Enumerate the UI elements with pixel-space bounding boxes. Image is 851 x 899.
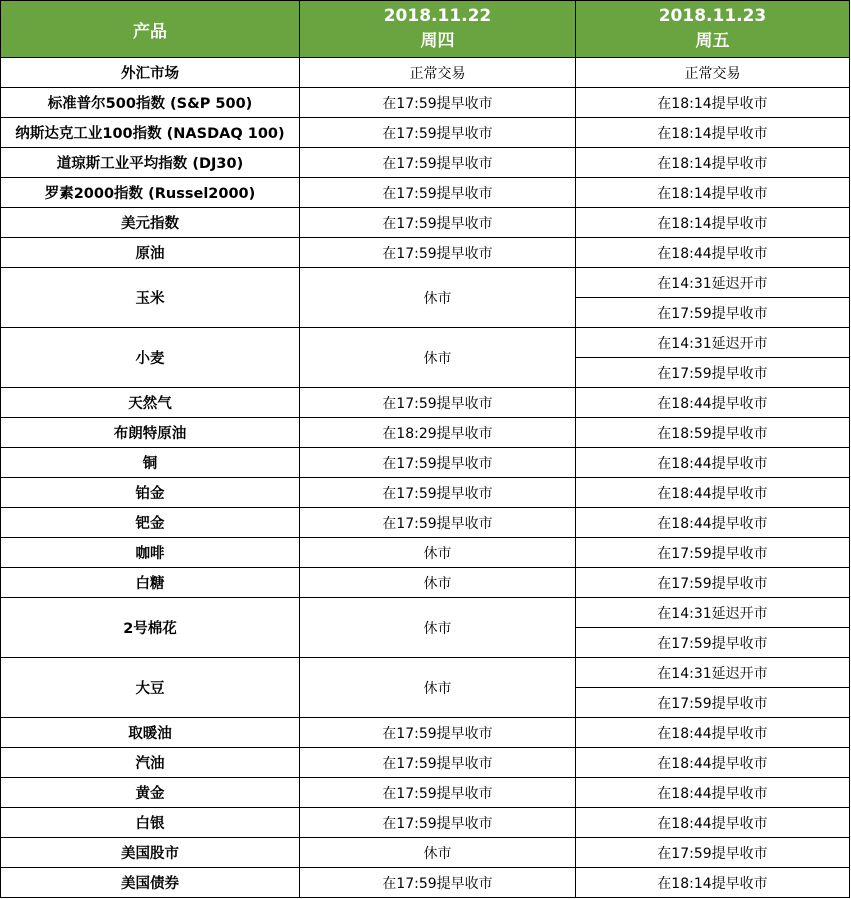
day1-cell: 休市 [300,328,576,388]
day2-cell: 在18:44提早收市 [576,748,850,778]
table-row [1,238,850,268]
day1-cell: 在17:59提早收市 [300,208,576,238]
day1-cell: 休市 [300,538,576,568]
day1-cell: 在18:29提早收市 [300,418,576,448]
table-row [1,478,850,508]
day1-cell: 在17:59提早收市 [300,148,576,178]
day2-cell: 在17:59提早收市 [576,538,850,568]
product-cell: 道琼斯工业平均指数 (DJ30) [1,148,300,178]
table-row [1,508,850,538]
table-row [1,838,850,868]
day1-cell: 在17:59提早收市 [300,808,576,838]
product-cell: 美国股市 [1,838,300,868]
product-cell: 美元指数 [1,208,300,238]
table-row [1,88,850,118]
day2-cell: 在18:14提早收市 [576,178,850,208]
table-row [1,58,850,88]
product-cell: 白银 [1,808,300,838]
day2-cell: 在14:31延迟开市 [576,598,850,628]
day2-cell: 在18:44提早收市 [576,478,850,508]
day2-cell: 在18:44提早收市 [576,448,850,478]
day1-cell: 在17:59提早收市 [300,508,576,538]
header-day2 [576,1,850,58]
header-day1-date: 2018.11.22 [383,6,492,26]
table-row [1,748,850,778]
day2-cell: 在18:44提早收市 [576,808,850,838]
table-header [1,1,850,58]
day1-cell: 在17:59提早收市 [300,238,576,268]
product-cell: 罗素2000指数 (Russel2000) [1,178,300,208]
product-cell: 大豆 [1,658,300,718]
day1-cell: 正常交易 [300,58,576,88]
product-cell: 钯金 [1,508,300,538]
day1-cell: 休市 [300,658,576,718]
day2-cell: 在18:44提早收市 [576,778,850,808]
day1-cell: 在17:59提早收市 [300,748,576,778]
day1-cell: 在17:59提早收市 [300,178,576,208]
table-row [1,868,850,898]
product-cell: 咖啡 [1,538,300,568]
day2-cell: 在18:44提早收市 [576,508,850,538]
table-row [1,328,850,358]
day1-cell: 在17:59提早收市 [300,88,576,118]
table-row [1,418,850,448]
day1-cell: 休市 [300,838,576,868]
header-product [1,1,300,58]
day1-cell: 在17:59提早收市 [300,118,576,148]
day2-cell: 在17:59提早收市 [576,358,850,388]
day2-cell: 在17:59提早收市 [576,688,850,718]
table-row [1,208,850,238]
header-day1 [300,1,576,58]
day2-cell: 正常交易 [576,58,850,88]
product-cell: 小麦 [1,328,300,388]
product-cell: 美国债券 [1,868,300,898]
day2-cell: 在17:59提早收市 [576,568,850,598]
product-cell: 白糖 [1,568,300,598]
product-cell: 铂金 [1,478,300,508]
table-row [1,808,850,838]
table-body [1,58,850,898]
product-cell: 取暖油 [1,718,300,748]
product-cell: 天然气 [1,388,300,418]
table-row [1,718,850,748]
day2-cell: 在18:44提早收市 [576,238,850,268]
day2-cell: 在18:59提早收市 [576,418,850,448]
table-row [1,598,850,628]
product-cell: 布朗特原油 [1,418,300,448]
product-cell: 标准普尔500指数 (S&P 500) [1,88,300,118]
day2-cell: 在18:14提早收市 [576,118,850,148]
day2-cell: 在14:31延迟开市 [576,658,850,688]
product-cell: 黄金 [1,778,300,808]
table-row [1,268,850,298]
day2-cell: 在18:44提早收市 [576,388,850,418]
table-row [1,118,850,148]
day1-cell: 休市 [300,598,576,658]
table-row [1,148,850,178]
day1-cell: 在17:59提早收市 [300,718,576,748]
day1-cell: 在17:59提早收市 [300,478,576,508]
day2-cell: 在14:31延迟开市 [576,268,850,298]
header-row [1,1,850,58]
day1-cell: 休市 [300,568,576,598]
product-cell: 2号棉花 [1,598,300,658]
day1-cell: 休市 [300,268,576,328]
day2-cell: 在18:14提早收市 [576,868,850,898]
day2-cell: 在17:59提早收市 [576,298,850,328]
table-row [1,658,850,688]
day2-cell: 在18:14提早收市 [576,148,850,178]
day1-cell: 在17:59提早收市 [300,778,576,808]
header-product-label: 产品 [133,21,167,42]
table-row [1,568,850,598]
header-day1-weekday: 周四 [420,31,455,51]
product-cell: 原油 [1,238,300,268]
day2-cell: 在14:31延迟开市 [576,328,850,358]
table-row [1,388,850,418]
table-row [1,778,850,808]
day2-cell: 在18:44提早收市 [576,718,850,748]
header-day2-date: 2018.11.23 [658,6,767,26]
day1-cell: 在17:59提早收市 [300,448,576,478]
day2-cell: 在18:14提早收市 [576,208,850,238]
table-row [1,178,850,208]
product-cell: 外汇市场 [1,58,300,88]
day2-cell: 在17:59提早收市 [576,628,850,658]
day1-cell: 在17:59提早收市 [300,388,576,418]
product-cell: 纳斯达克工业100指数 (NASDAQ 100) [1,118,300,148]
product-cell: 铜 [1,448,300,478]
table-row [1,538,850,568]
product-cell: 汽油 [1,748,300,778]
product-cell: 玉米 [1,268,300,328]
day2-cell: 在18:14提早收市 [576,88,850,118]
table-row [1,448,850,478]
header-day2-weekday: 周五 [695,31,730,51]
day1-cell: 在17:59提早收市 [300,868,576,898]
day2-cell: 在17:59提早收市 [576,838,850,868]
